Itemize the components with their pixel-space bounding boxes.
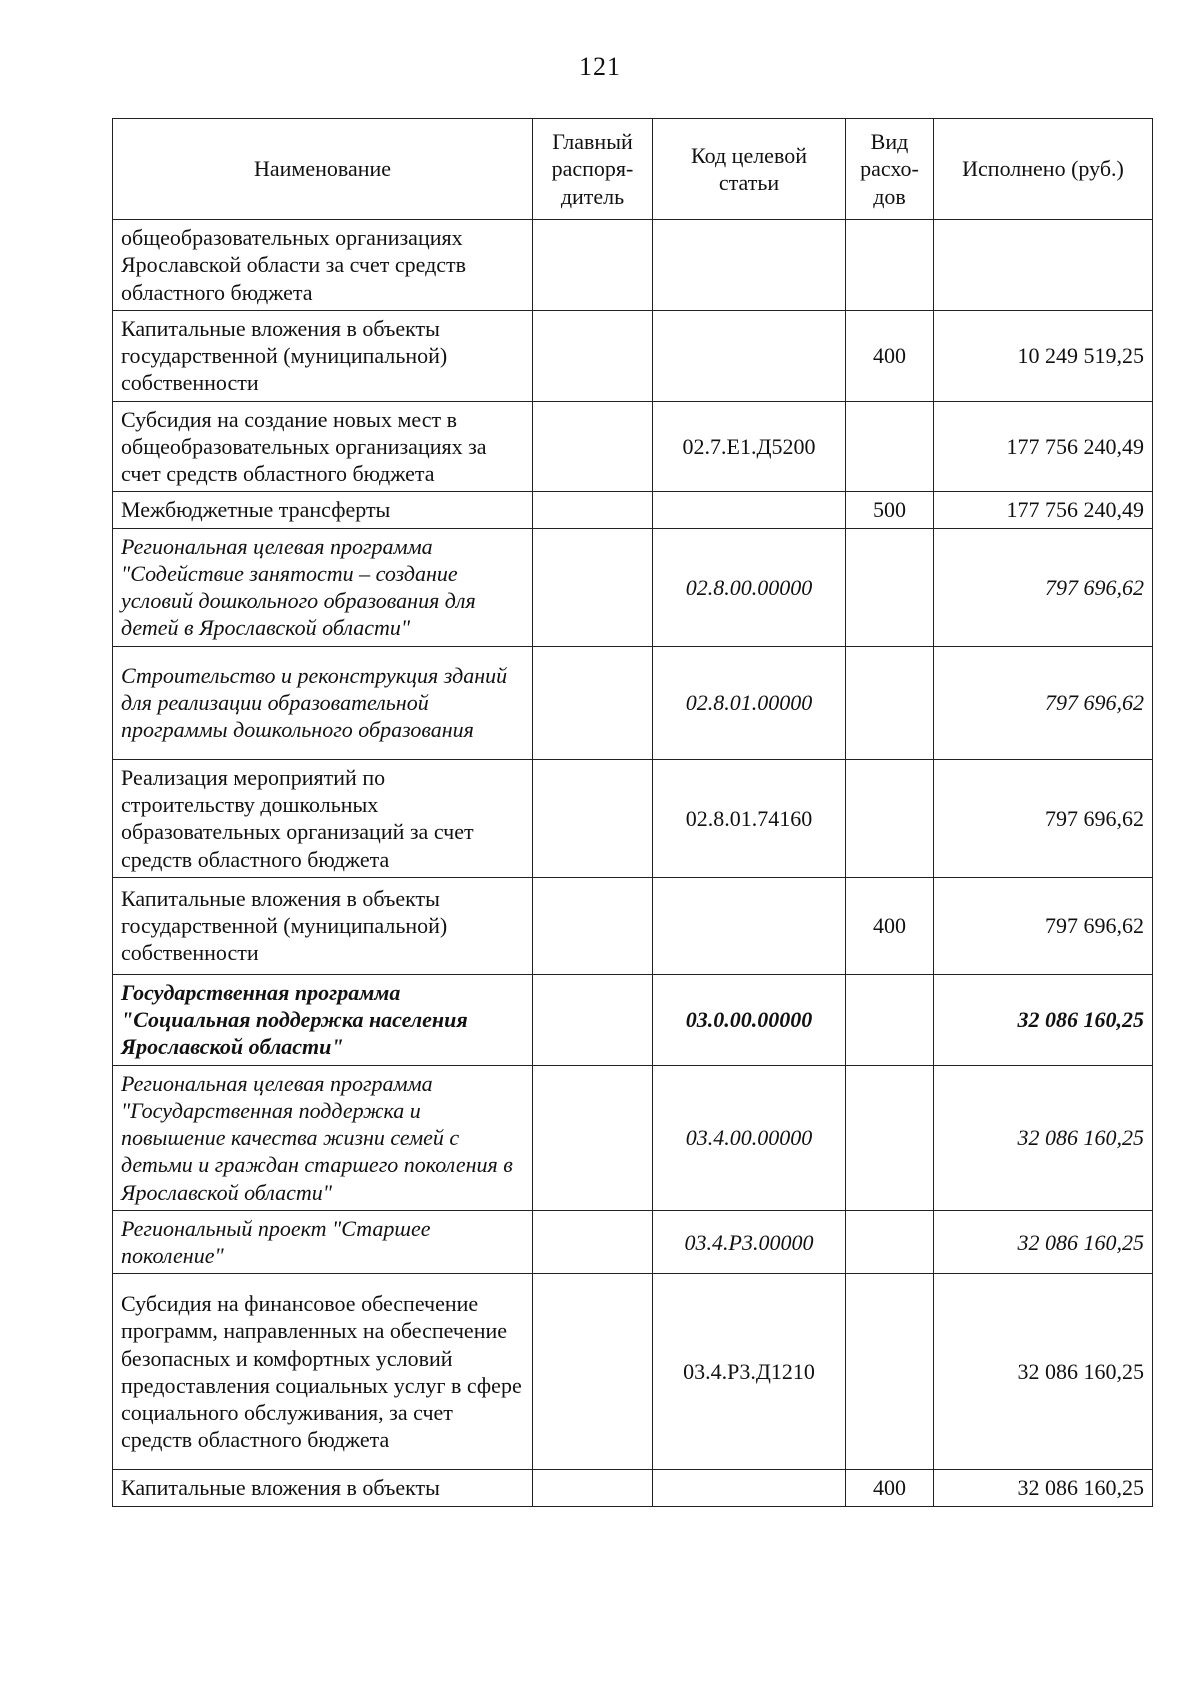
cell-sum: 797 696,62 — [934, 528, 1153, 646]
cell-code: 02.8.01.74160 — [653, 759, 846, 877]
cell-name: общеобразовательных организациях Ярославской области за счет средств областного бюджета — [113, 220, 533, 311]
cell-kind — [846, 1065, 934, 1210]
cell-kind — [846, 974, 934, 1065]
cell-manager — [533, 759, 653, 877]
cell-sum: 10 249 519,25 — [934, 310, 1153, 401]
cell-sum: 32 086 160,25 — [934, 974, 1153, 1065]
cell-sum: 797 696,62 — [934, 877, 1153, 974]
cell-code: 02.7.Е1.Д5200 — [653, 401, 846, 492]
cell-manager — [533, 1274, 653, 1470]
cell-manager — [533, 646, 653, 759]
page-number: 121 — [579, 52, 621, 81]
cell-sum: 32 086 160,25 — [934, 1065, 1153, 1210]
cell-code — [653, 877, 846, 974]
header-name: Наименование — [113, 119, 533, 220]
cell-name: Субсидия на финансовое обеспечение программ, направленных на обеспечение безопасных и комфортных условий предоставления социальных услуг в сфере социального обслуживания, за счет средств областного бюджета — [113, 1274, 533, 1470]
cell-name: Строительство и реконструкция зданий для реализации образовательной программы дошкольного образования — [113, 646, 533, 759]
table-row — [113, 646, 1153, 759]
cell-name: Региональный проект "Старшее поколение" — [113, 1210, 533, 1274]
cell-kind: 400 — [846, 877, 934, 974]
cell-kind: 500 — [846, 492, 934, 528]
header-sum: Исполнено (руб.) — [934, 119, 1153, 220]
cell-kind: 400 — [846, 310, 934, 401]
cell-manager — [533, 528, 653, 646]
budget-table — [112, 118, 1153, 1507]
cell-manager — [533, 401, 653, 492]
header-manager: Главный распоря-дитель — [533, 119, 653, 220]
cell-kind — [846, 401, 934, 492]
table-row — [113, 1210, 1153, 1274]
cell-sum — [934, 220, 1153, 311]
cell-name: Субсидия на создание новых мест в общеобразовательных организациях за счет средств областного бюджета — [113, 401, 533, 492]
cell-code — [653, 220, 846, 311]
cell-code: 03.4.00.00000 — [653, 1065, 846, 1210]
cell-name: Капитальные вложения в объекты государственной (муниципальной) собственности — [113, 877, 533, 974]
cell-code: 02.8.00.00000 — [653, 528, 846, 646]
cell-sum: 797 696,62 — [934, 759, 1153, 877]
cell-sum: 797 696,62 — [934, 646, 1153, 759]
cell-sum: 32 086 160,25 — [934, 1274, 1153, 1470]
cell-name: Капитальные вложения в объекты — [113, 1470, 533, 1506]
cell-code: 02.8.01.00000 — [653, 646, 846, 759]
table-header-row — [113, 119, 1153, 220]
cell-name: Государственная программа "Социальная поддержка населения Ярославской области" — [113, 974, 533, 1065]
cell-manager — [533, 220, 653, 311]
table-row — [113, 220, 1153, 311]
cell-manager — [533, 1470, 653, 1506]
cell-kind — [846, 220, 934, 311]
cell-code: 03.0.00.00000 — [653, 974, 846, 1065]
header-kind: Вид расхо-дов — [846, 119, 934, 220]
table-row — [113, 759, 1153, 877]
cell-sum: 32 086 160,25 — [934, 1470, 1153, 1506]
table-row — [113, 974, 1153, 1065]
cell-kind — [846, 1274, 934, 1470]
cell-name: Капитальные вложения в объекты государственной (муниципальной) собственности — [113, 310, 533, 401]
cell-sum: 32 086 160,25 — [934, 1210, 1153, 1274]
cell-manager — [533, 492, 653, 528]
table-row — [113, 877, 1153, 974]
cell-code — [653, 310, 846, 401]
cell-manager — [533, 1210, 653, 1274]
cell-manager — [533, 877, 653, 974]
cell-code: 03.4.Р3.00000 — [653, 1210, 846, 1274]
table-row — [113, 401, 1153, 492]
table-row — [113, 528, 1153, 646]
cell-kind — [846, 528, 934, 646]
cell-manager — [533, 974, 653, 1065]
cell-sum: 177 756 240,49 — [934, 492, 1153, 528]
cell-name: Региональная целевая программа "Содействие занятости – создание условий дошкольного образования для детей в Ярославской области" — [113, 528, 533, 646]
table-row — [113, 1274, 1153, 1470]
cell-sum: 177 756 240,49 — [934, 401, 1153, 492]
cell-name: Межбюджетные трансферты — [113, 492, 533, 528]
cell-kind — [846, 759, 934, 877]
cell-code — [653, 492, 846, 528]
cell-kind: 400 — [846, 1470, 934, 1506]
table-row — [113, 1065, 1153, 1210]
cell-kind — [846, 646, 934, 759]
table-row — [113, 310, 1153, 401]
cell-code: 03.4.Р3.Д1210 — [653, 1274, 846, 1470]
cell-name: Региональная целевая программа "Государственная поддержка и повышение качества жизни семей с детьми и граждан старшего поколения в Ярославской области" — [113, 1065, 533, 1210]
table-row — [113, 1470, 1153, 1506]
cell-kind — [846, 1210, 934, 1274]
header-code: Код целевой статьи — [653, 119, 846, 220]
cell-manager — [533, 1065, 653, 1210]
cell-code — [653, 1470, 846, 1506]
cell-name: Реализация мероприятий по строительству дошкольных образовательных организаций за счет средств областного бюджета — [113, 759, 533, 877]
table-row — [113, 492, 1153, 528]
cell-manager — [533, 310, 653, 401]
